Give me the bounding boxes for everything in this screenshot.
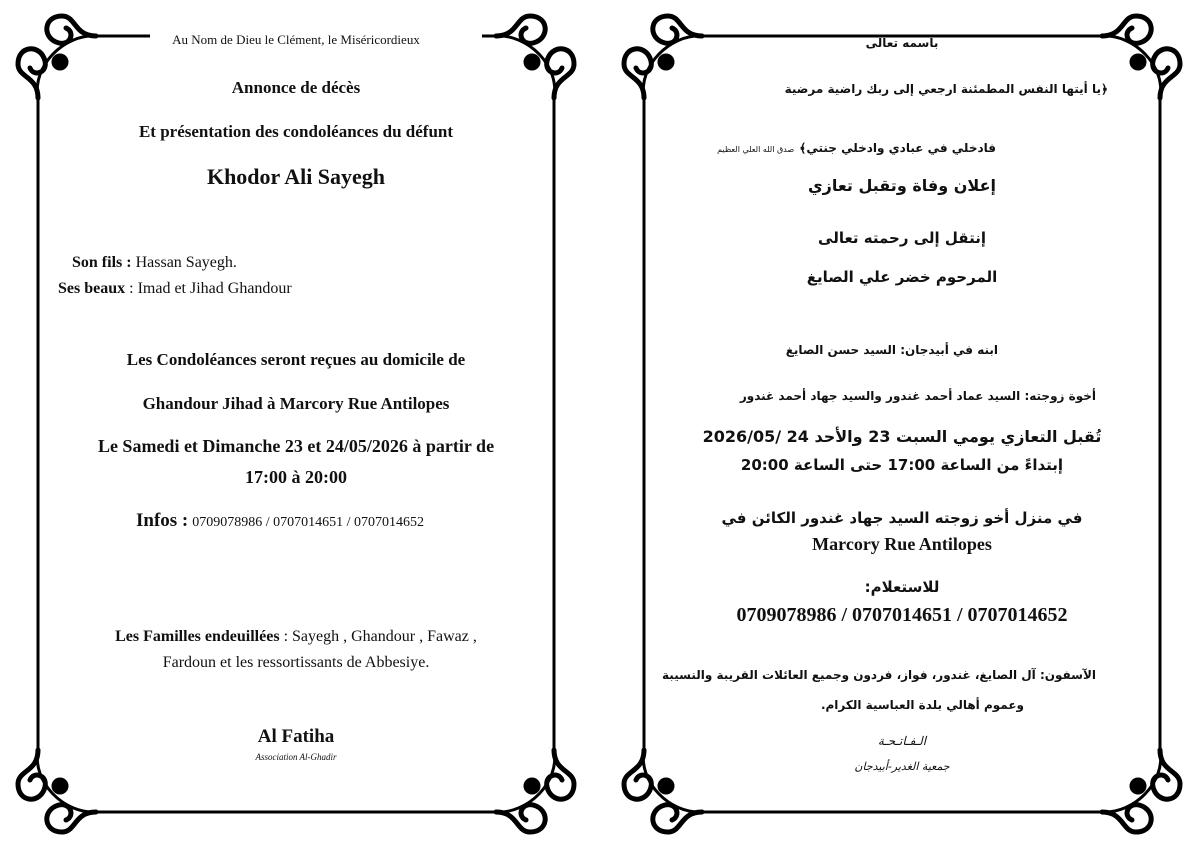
son-line (72, 254, 237, 272)
verse-line-1: ﴿يا أيتها النفس المطمئنة ارجعي إلى ربك راضية مرضية (784, 82, 1108, 96)
verse-line-2 (717, 137, 996, 156)
condolences-line-1: Les Condoléances seront reçues au domicile de (126, 350, 466, 369)
families-line-1 (4, 628, 588, 646)
infos-line (136, 510, 424, 532)
announcement-title: إعلان وفاة وتقبل تعازي (807, 176, 996, 195)
association-name: Association Al-Ghadir (255, 752, 337, 762)
deceased-name-arabic: المرحوم خضر علي الصايغ (806, 268, 998, 286)
arabic-announcement-panel (610, 6, 1194, 842)
corner-ornament (624, 16, 702, 98)
son-line-arabic: ابنه في أبيدجان: السيد حسن الصايغ (785, 343, 998, 357)
mourners-line-1: الآسفون: آل الصايغ، غندور، فواز، فردون وجميع العائلات القريبة والنسيبة (662, 668, 1096, 682)
families-line-2: Fardoun et les ressortissants de Abbesiye. (162, 654, 430, 671)
date-line-2-arabic: إبتداءً من الساعة 17:00 حتى الساعة 20:00 (740, 456, 1064, 474)
info-label-arabic: للاستعلام: (864, 578, 940, 596)
corner-ornament (18, 750, 96, 832)
basmala: باسمه تعالى (865, 36, 939, 50)
families-value: : Sayegh , Ghandour , Fawaz , (283, 628, 477, 645)
passed-away-line: إنتقل إلى رحمته تعالى (818, 229, 986, 247)
date-line-1-arabic: تُقبل التعازي يومي السبت 23 والأحد 24 /2026/05 (702, 427, 1102, 446)
verse-source: صدق الله العلي العظيم (717, 145, 795, 154)
invocation: Au Nom de Dieu le Clément, le Miséricordieux (172, 32, 420, 47)
info-phones: 0709078986 / 0707014651 / 0707014652 (736, 604, 1068, 626)
heading-death-notice: Annonce de décès (231, 78, 361, 97)
date-line-2: 17:00 à 20:00 (245, 467, 347, 487)
corner-ornament (1102, 16, 1180, 98)
deceased-name: Khodor Ali Sayegh (206, 164, 386, 189)
condolences-line-2: Ghandour Jihad à Marcory Rue Antilopes (142, 394, 450, 413)
mourners-line-2: وعموم أهالي بلدة العباسية الكرام. (820, 698, 1024, 712)
place-line-1-arabic: في منزل أخو زوجته السيد جهاد غندور الكائن في (721, 509, 1083, 527)
ornamental-frame (610, 6, 1194, 842)
heading-condolences: Et présentation des condoléances du défunt (138, 122, 454, 141)
infos-label: Infos : (136, 510, 189, 531)
son-label: Son fils : (72, 254, 132, 271)
place-line-2: Marcory Rue Antilopes (812, 534, 992, 554)
closing-al-fatiha-arabic: الـفـاتـحـة (877, 734, 927, 748)
closing-al-fatiha: Al Fatiha (257, 726, 335, 747)
families-label: Les Familles endeuillées (115, 628, 280, 645)
inlaws-label: Ses beaux (58, 280, 126, 297)
inlaws-value: : Imad et Jihad Ghandour (129, 280, 292, 297)
association-name-arabic: جمعية الغدير-أبيدجان (854, 760, 950, 773)
son-value: Hassan Sayegh. (135, 254, 237, 271)
verse-text: فادخلي في عبادي وادخلي جنتي﴾ (799, 141, 996, 155)
inlaws-line-arabic: أخوة زوجته: السيد عماد أحمد غندور والسيد جهاد أحمد غندور (739, 389, 1096, 403)
corner-ornament (496, 750, 574, 832)
inlaws-line (58, 280, 292, 298)
infos-phones: 0709078986 / 0707014651 / 0707014652 (192, 515, 425, 530)
french-announcement-panel (4, 6, 588, 842)
date-line-1: Le Samedi et Dimanche 23 et 24/05/2026 à partir de (97, 436, 495, 456)
